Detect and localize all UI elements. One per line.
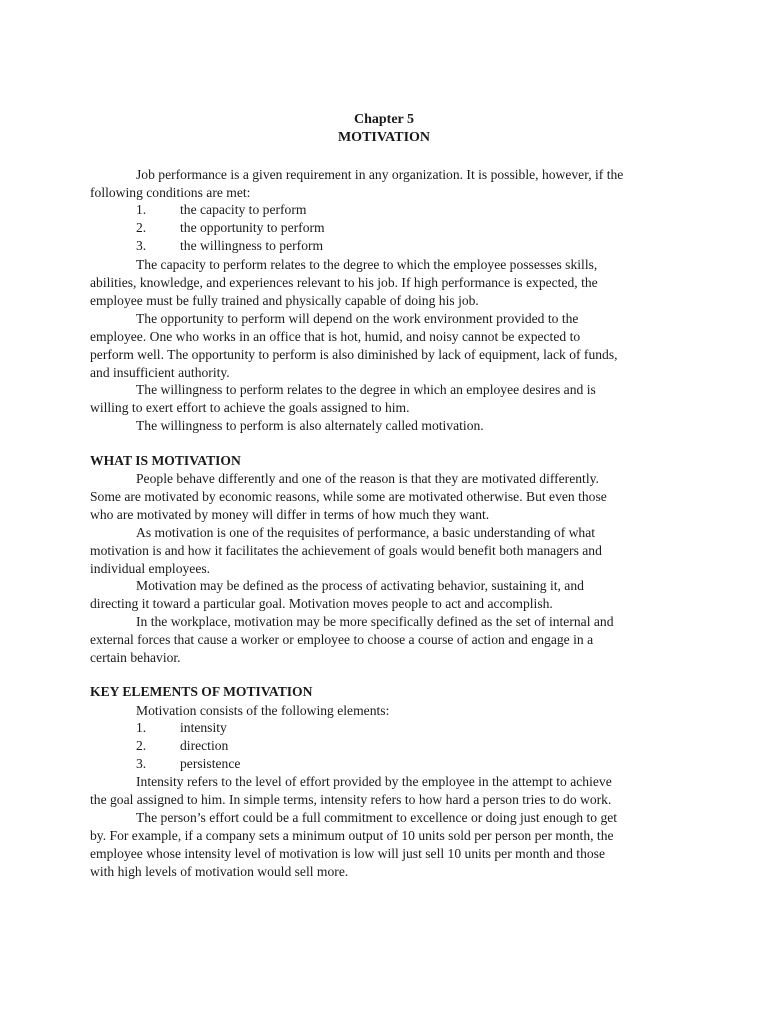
paragraph-line: The willingness to perform is also alternately called motivation.: [136, 418, 484, 433]
paragraph-line: motivation is and how it facilitates the achievement of goals would benefit both managers and: [90, 543, 602, 558]
list-item: direction: [180, 738, 229, 753]
paragraph-line: The person’s effort could be a full commitment to excellence or doing just enough to get: [136, 810, 618, 825]
list-number: 3.: [136, 756, 147, 771]
paragraph-line: the goal assigned to him. In simple terms, intensity refers to how hard a person tries to do work.: [90, 792, 612, 807]
paragraph-line: with high levels of motivation would sell more.: [90, 864, 349, 879]
list-number: 1.: [136, 202, 147, 217]
paragraph-line: The opportunity to perform will depend on the work environment provided to the: [136, 311, 579, 326]
paragraph-line: who are motivated by money will differ in terms of how much they want.: [90, 507, 490, 522]
paragraph-line: Some are motivated by economic reasons, while some are motivated otherwise. But even those: [90, 489, 607, 504]
paragraph-line: employee whose intensity level of motivation is low will just sell 10 units per month and those: [90, 846, 605, 861]
paragraph-line: perform well. The opportunity to perform is also diminished by lack of equipment, lack of funds,: [90, 347, 618, 362]
list-item: the willingness to perform: [180, 238, 324, 253]
paragraph-line: employee must be fully trained and physically capable of doing his job.: [90, 293, 479, 308]
list-item: intensity: [180, 720, 227, 735]
list-number: 2.: [136, 738, 147, 753]
paragraph-line: individual employees.: [90, 561, 211, 576]
paragraph-line: abilities, knowledge, and experiences relevant to his job. If high performance is expected, the: [90, 275, 598, 290]
paragraph-line: Intensity refers to the level of effort provided by the employee in the attempt to achieve: [136, 774, 612, 789]
paragraph-line: following conditions are met:: [90, 185, 251, 200]
paragraph-line: The willingness to perform relates to the degree in which an employee desires and is: [136, 382, 596, 397]
list-number: 2.: [136, 220, 147, 235]
paragraph-line: In the workplace, motivation may be more specifically defined as the set of internal and: [136, 614, 614, 629]
chapter-number: Chapter 5: [353, 112, 415, 127]
paragraph-line: employee. One who works in an office that is hot, humid, and noisy cannot be expected to: [90, 329, 581, 344]
paragraph-line: People behave differently and one of the reason is that they are motivated differently.: [136, 471, 599, 486]
paragraph-line: The capacity to perform relates to the degree to which the employee possesses skills,: [136, 257, 598, 272]
paragraph-line: directing it toward a particular goal. Motivation moves people to act and accomplish.: [90, 596, 553, 611]
list-number: 3.: [136, 238, 147, 253]
paragraph-line: certain behavior.: [90, 650, 181, 665]
chapter-title: MOTIVATION: [337, 130, 431, 145]
paragraph-line: As motivation is one of the requisites of performance, a basic understanding of what: [136, 525, 596, 540]
paragraph-line: willing to exert effort to achieve the goals assigned to him.: [90, 400, 410, 415]
list-item: the opportunity to perform: [180, 220, 325, 235]
section-heading: KEY ELEMENTS OF MOTIVATION: [90, 684, 313, 699]
paragraph-line: external forces that cause a worker or employee to choose a course of action and engage in a: [90, 632, 594, 647]
list-item: persistence: [180, 756, 241, 771]
paragraph-line: Motivation may be defined as the process of activating behavior, sustaining it, and: [136, 578, 584, 593]
list-item: the capacity to perform: [180, 202, 307, 217]
paragraph-line: by. For example, if a company sets a minimum output of 10 units sold per person per month, the: [90, 828, 614, 843]
list-number: 1.: [136, 720, 147, 735]
paragraph-line: Motivation consists of the following elements:: [136, 703, 390, 718]
paragraph-line: Job performance is a given requirement in any organization. It is possible, however, if the: [136, 167, 624, 182]
paragraph-line: and insufficient authority.: [90, 365, 230, 380]
section-heading: WHAT IS MOTIVATION: [90, 453, 241, 468]
